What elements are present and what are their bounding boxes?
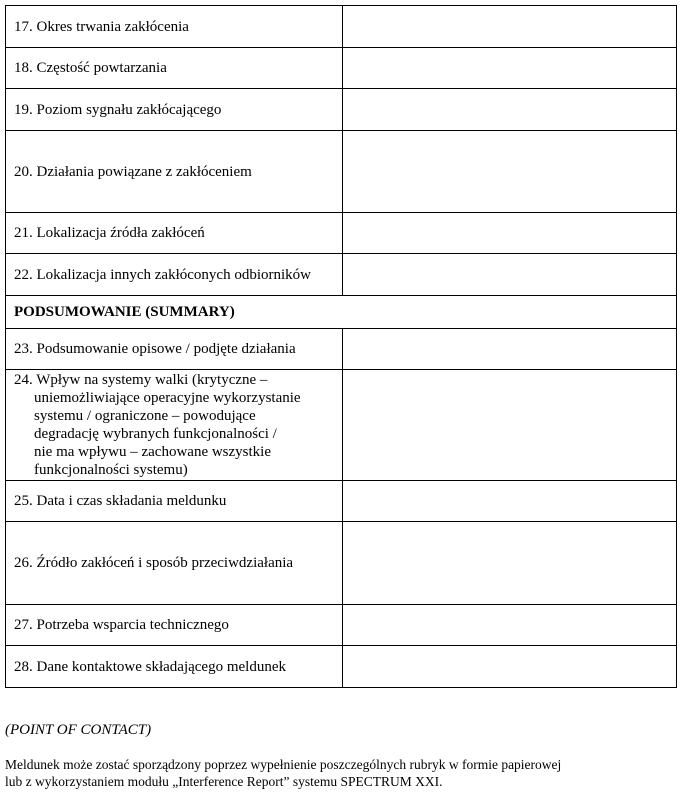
form-row-18 [6, 48, 677, 89]
row-label-line: degradację wybranych funkcjonalności / [34, 426, 277, 442]
report-form-table [5, 5, 677, 688]
row-label-line: 24. Wpływ na systemy walki (krytyczne – [14, 372, 268, 388]
row-label: 23. Podsumowanie opisowe / podjęte działania [6, 329, 343, 370]
row-value-field[interactable] [343, 605, 677, 646]
row-value-field[interactable] [343, 6, 677, 48]
section-header-row [6, 296, 677, 329]
footnote-line: Meldunek może zostać sporządzony poprzez wypełnienie poszczególnych rubryk w formie papierowej [5, 757, 562, 772]
footnote-line: lub z wykorzystaniem modułu „Interference Report” systemu SPECTRUM XXI. [5, 774, 443, 789]
row-label: 17. Okres trwania zakłócenia [6, 6, 343, 48]
form-row-19 [6, 89, 677, 131]
row-label: 25. Data i czas składania meldunku [6, 481, 343, 522]
form-row-28 [6, 646, 677, 688]
form-row-25 [6, 481, 677, 522]
row-label: 21. Lokalizacja źródła zakłóceń [6, 213, 343, 254]
row-value-field[interactable] [343, 48, 677, 89]
form-row-22 [6, 254, 677, 296]
row-label: 26. Źródło zakłóceń i sposób przeciwdziałania [6, 522, 343, 605]
row-value-field[interactable] [343, 329, 677, 370]
row-label-line: funkcjonalności systemu) [34, 462, 188, 478]
row-value-field[interactable] [343, 522, 677, 605]
row-value-field[interactable] [343, 89, 677, 131]
form-row-27 [6, 605, 677, 646]
row-label: 28. Dane kontaktowe składającego meldunek [6, 646, 343, 688]
row-label: 19. Poziom sygnału zakłócającego [6, 89, 343, 131]
row-label-multiline [6, 370, 343, 481]
row-value-field[interactable] [343, 646, 677, 688]
row-value-field[interactable] [343, 370, 677, 481]
row-label: 27. Potrzeba wsparcia technicznego [6, 605, 343, 646]
row-label: 18. Częstość powtarzania [6, 48, 343, 89]
form-row-23 [6, 329, 677, 370]
row-label-line: nie ma wpływu – zachowane wszystkie [34, 444, 272, 460]
form-row-21 [6, 213, 677, 254]
form-row-24 [6, 370, 677, 481]
row-label: 22. Lokalizacja innych zakłóconych odbiorników [6, 254, 343, 296]
row-value-field[interactable] [343, 481, 677, 522]
form-row-17 [6, 6, 677, 48]
row-value-field[interactable] [343, 254, 677, 296]
row-label: 20. Działania powiązane z zakłóceniem [6, 131, 343, 213]
form-row-20 [6, 131, 677, 213]
point-of-contact-heading: (POINT OF CONTACT) [5, 722, 152, 738]
row-label-line: systemu / ograniczone – powodujące [34, 408, 256, 424]
form-row-26 [6, 522, 677, 605]
row-value-field[interactable] [343, 213, 677, 254]
footnote [5, 756, 561, 790]
section-title: PODSUMOWANIE (SUMMARY) [6, 296, 677, 329]
row-label-line: uniemożliwiające operacyjne wykorzystanie [34, 390, 301, 406]
row-value-field[interactable] [343, 131, 677, 213]
